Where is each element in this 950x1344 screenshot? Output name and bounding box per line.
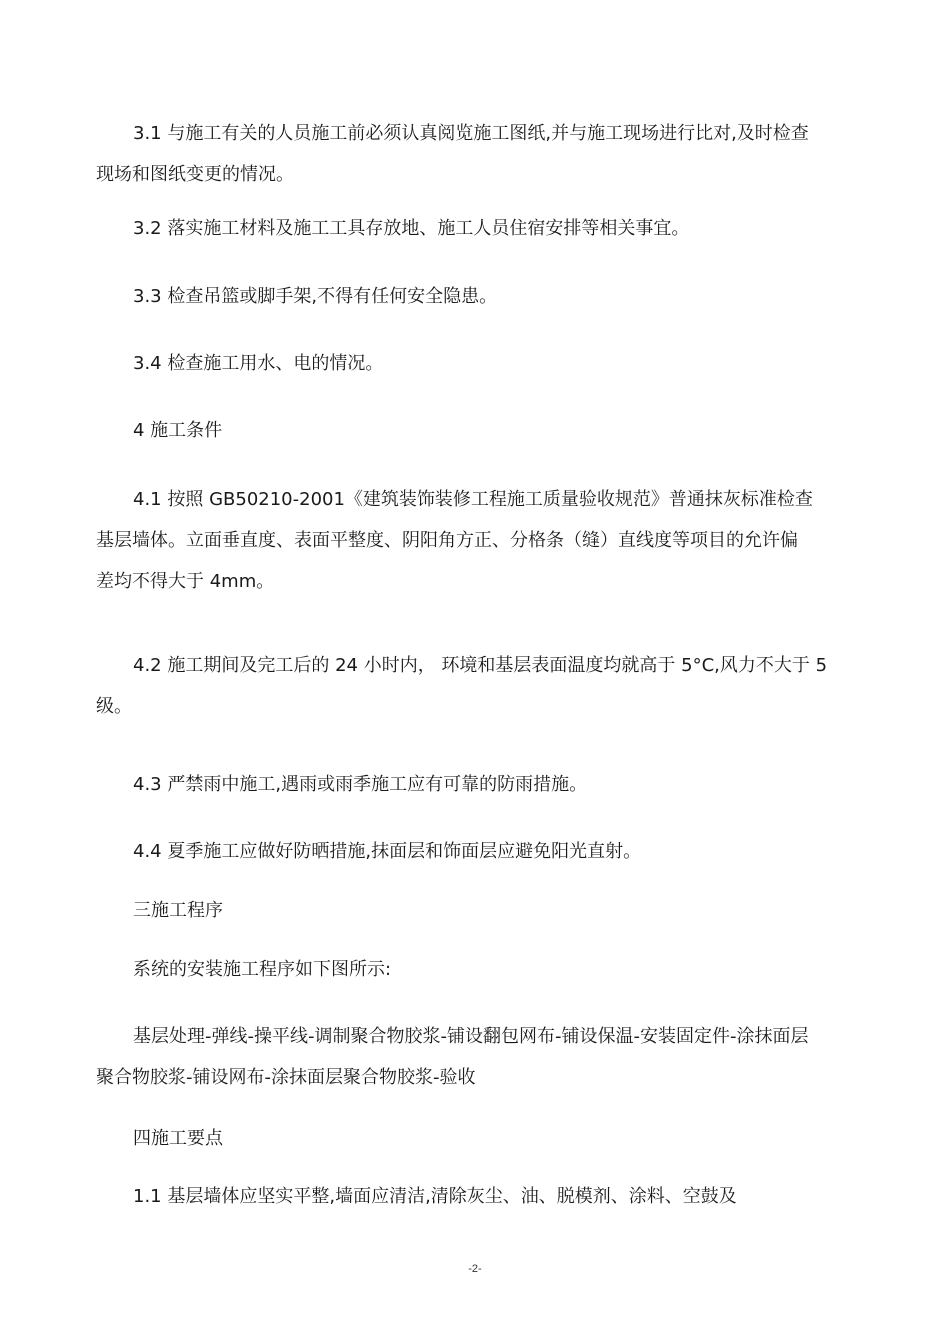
paragraph-line: 3.2 落实施工材料及施工工具存放地、施工人员住宿安排等相关事宜。 xyxy=(133,218,690,239)
section-heading-4 xyxy=(96,410,864,451)
paragraph-4-1 xyxy=(96,479,864,602)
section-heading-3 xyxy=(96,890,864,931)
paragraph-3-1 xyxy=(96,113,864,195)
paragraph-line: 四施工要点 xyxy=(133,1128,223,1149)
paragraph-line: 基层墙体。立面垂直度、表面平整度、阴阳角方正、分格条（缝）直线度等项目的允许偏 xyxy=(96,530,798,551)
paragraph-4-3 xyxy=(96,764,864,805)
paragraph-line: 4.1 按照 GB50210-2001《建筑装饰装修工程施工质量验收规范》普通抹灰标准检查 xyxy=(133,489,813,510)
paragraph-line: 差均不得大于 4mm。 xyxy=(96,571,275,592)
paragraph-3-3 xyxy=(96,276,864,317)
paragraph-line: 4.4 夏季施工应做好防晒措施,抹面层和饰面层应避免阳光直射。 xyxy=(133,841,642,862)
paragraph-sequence xyxy=(96,1016,864,1098)
paragraph-4-2 xyxy=(96,645,864,727)
paragraph-1-1 xyxy=(96,1176,864,1217)
paragraph-line: 级。 xyxy=(96,696,132,717)
paragraph-4-4 xyxy=(96,831,864,872)
paragraph-line: 聚合物胶浆-铺设网布-涂抹面层聚合物胶浆-验收 xyxy=(96,1067,476,1088)
section-heading-4-key-points xyxy=(96,1118,864,1159)
paragraph-line: 3.1 与施工有关的人员施工前必须认真阅览施工图纸,并与施工现场进行比对,及时检查 xyxy=(133,123,809,144)
paragraph-line: 系统的安装施工程序如下图所示: xyxy=(133,959,392,980)
paragraph-3-4 xyxy=(96,343,864,384)
paragraph-line: 3.3 检查吊篮或脚手架,不得有任何安全隐患。 xyxy=(133,286,498,307)
paragraph-line: 基层处理-弹线-操平线-调制聚合物胶浆-铺设翻包网布-铺设保温-安装固定件-涂抹面层 xyxy=(133,1026,809,1047)
paragraph-3-2 xyxy=(96,208,864,249)
paragraph-line: 1.1 基层墙体应坚实平整,墙面应清洁,清除灰尘、油、脱模剂、涂料、空鼓及 xyxy=(133,1186,737,1207)
paragraph-sequence-intro xyxy=(96,949,864,990)
paragraph-line: 4.3 严禁雨中施工,遇雨或雨季施工应有可靠的防雨措施。 xyxy=(133,774,588,795)
paragraph-line: 4.2 施工期间及完工后的 24 小时内， 环境和基层表面温度均就高于 5°C,风力不大于 5 xyxy=(133,655,828,676)
page-number: -2- xyxy=(468,1263,482,1275)
paragraph-line: 4 施工条件 xyxy=(133,420,223,441)
paragraph-line: 三施工程序 xyxy=(133,900,223,921)
paragraph-line: 现场和图纸变更的情况。 xyxy=(96,164,294,185)
paragraph-line: 3.4 检查施工用水、电的情况。 xyxy=(133,353,384,374)
